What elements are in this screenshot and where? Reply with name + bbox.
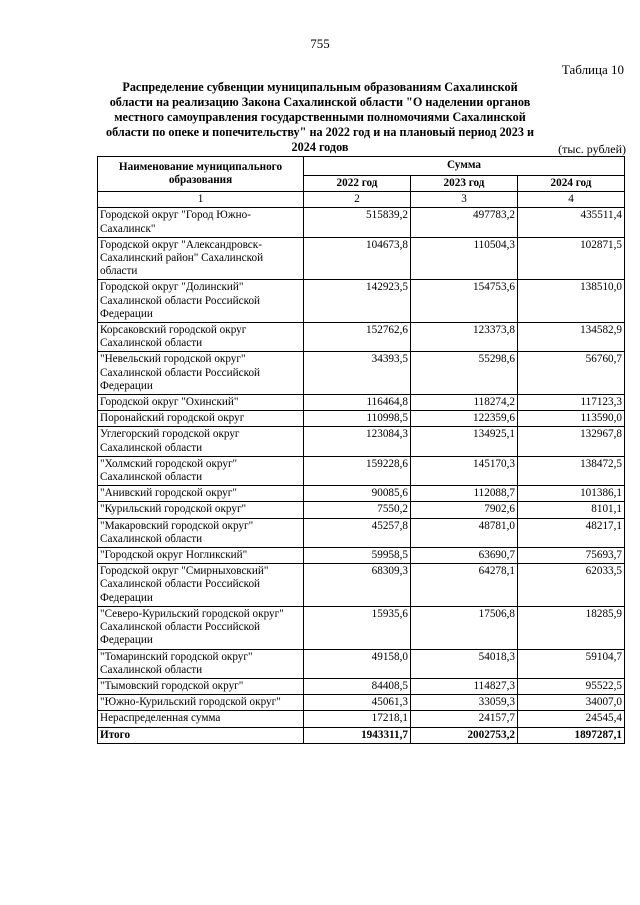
row-municipality-name: "Южно-Курильский городской округ" (98, 695, 304, 711)
header-name: Наименование муниципального образования (98, 157, 304, 192)
table-row (98, 678, 625, 694)
row-value-2023: 17506,8 (411, 606, 518, 649)
row-value-2024: 102871,5 (518, 237, 625, 280)
row-municipality-name: Городской округ "Смирныховский" Сахалинской области Российской Федерации (98, 564, 304, 607)
row-value-2022: 110998,5 (304, 411, 411, 427)
table-row (98, 518, 625, 547)
row-value-2022: 123084,3 (304, 427, 411, 456)
row-value-2024: 435511,4 (518, 208, 625, 237)
table-row (98, 427, 625, 456)
header-index-1: 1 (98, 192, 304, 208)
row-municipality-name: Городской округ "Город Южно-Сахалинск" (98, 208, 304, 237)
row-value-2022: 15935,6 (304, 606, 411, 649)
row-value-2024: 117123,3 (518, 395, 625, 411)
table-row (98, 711, 625, 727)
subvention-table (97, 156, 625, 744)
row-value-2023: 48781,0 (411, 518, 518, 547)
row-value-2022: 152762,6 (304, 323, 411, 352)
row-value-2023: 7902,6 (411, 502, 518, 518)
header-year-2022: 2022 год (304, 176, 411, 192)
row-value-2024: 113590,0 (518, 411, 625, 427)
row-value-2024: 138472,5 (518, 456, 625, 485)
row-value-2023: 497783,2 (411, 208, 518, 237)
page-number: 755 (310, 36, 330, 51)
row-value-2024: 138510,0 (518, 280, 625, 323)
total-row (98, 727, 625, 743)
row-municipality-name: "Анивский городской округ" (98, 486, 304, 502)
row-value-2024: 56760,7 (518, 352, 625, 395)
header-index-2: 2 (304, 192, 411, 208)
table-row (98, 502, 625, 518)
total-label: Итого (98, 727, 304, 743)
row-value-2022: 159228,6 (304, 456, 411, 485)
row-municipality-name: Поронайский городской округ (98, 411, 304, 427)
row-value-2022: 17218,1 (304, 711, 411, 727)
row-municipality-name: "Северо-Курильский городской округ" Сахалинской области Российской Федерации (98, 606, 304, 649)
table-body (98, 208, 625, 727)
row-municipality-name: "Курильский городской округ" (98, 502, 304, 518)
row-municipality-name: "Макаровский городской округ" Сахалинской области (98, 518, 304, 547)
row-value-2023: 145170,3 (411, 456, 518, 485)
row-municipality-name: Углегорский городской округ Сахалинской области (98, 427, 304, 456)
table-row (98, 237, 625, 280)
table-row (98, 208, 625, 237)
row-value-2024: 62033,5 (518, 564, 625, 607)
row-value-2022: 515839,2 (304, 208, 411, 237)
row-value-2024: 8101,1 (518, 502, 625, 518)
row-value-2024: 95522,5 (518, 678, 625, 694)
row-value-2022: 84408,5 (304, 678, 411, 694)
header-index-4: 4 (518, 192, 625, 208)
row-value-2023: 54018,3 (411, 649, 518, 678)
table-row (98, 606, 625, 649)
table-row (98, 280, 625, 323)
row-value-2022: 45061,3 (304, 695, 411, 711)
row-value-2023: 123373,8 (411, 323, 518, 352)
row-value-2024: 75693,7 (518, 548, 625, 564)
document-title: Распределение субвенции муниципальным образованиям Сахалинской области на реализацию Закона Сахалинской области "О наделении органов местного самоуправления государственными полномочиями Сахалинской области по опеке и попечительству" на 2022 год и на плановый период 2023 и 2024 годов (105, 80, 535, 154)
total-2023: 2002753,2 (411, 727, 518, 743)
row-municipality-name: "Холмский городской округ" Сахалинской области (98, 456, 304, 485)
header-year-2024: 2024 год (518, 176, 625, 192)
row-value-2022: 45257,8 (304, 518, 411, 547)
row-value-2023: 154753,6 (411, 280, 518, 323)
row-value-2023: 64278,1 (411, 564, 518, 607)
table-row (98, 411, 625, 427)
row-value-2022: 34393,5 (304, 352, 411, 395)
row-value-2023: 63690,7 (411, 548, 518, 564)
row-value-2024: 48217,1 (518, 518, 625, 547)
table-label: Таблица 10 (561, 62, 624, 77)
row-value-2022: 59958,5 (304, 548, 411, 564)
row-value-2023: 55298,6 (411, 352, 518, 395)
row-value-2024: 101386,1 (518, 486, 625, 502)
row-value-2024: 132967,8 (518, 427, 625, 456)
table-row (98, 395, 625, 411)
row-value-2022: 116464,8 (304, 395, 411, 411)
header-year-2023: 2023 год (411, 176, 518, 192)
row-municipality-name: Городской округ "Александровск-Сахалинский район" Сахалинской области (98, 237, 304, 280)
table-row (98, 486, 625, 502)
row-value-2023: 33059,3 (411, 695, 518, 711)
row-municipality-name: "Тымовский городской округ" (98, 678, 304, 694)
row-municipality-name: Городской округ "Долинский" Сахалинской области Российской Федерации (98, 280, 304, 323)
row-value-2023: 122359,6 (411, 411, 518, 427)
table-row (98, 352, 625, 395)
row-value-2023: 110504,3 (411, 237, 518, 280)
table-row (98, 649, 625, 678)
row-municipality-name: "Городской округ Ногликский" (98, 548, 304, 564)
row-value-2022: 7550,2 (304, 502, 411, 518)
row-value-2022: 90085,6 (304, 486, 411, 502)
total-2022: 1943311,7 (304, 727, 411, 743)
table-row (98, 695, 625, 711)
row-value-2022: 49158,0 (304, 649, 411, 678)
row-value-2023: 24157,7 (411, 711, 518, 727)
row-municipality-name: Корсаковский городской округ Сахалинской области (98, 323, 304, 352)
row-value-2023: 112088,7 (411, 486, 518, 502)
row-municipality-name: "Невельский городской округ" Сахалинской области Российской Федерации (98, 352, 304, 395)
header-index-3: 3 (411, 192, 518, 208)
table-row (98, 548, 625, 564)
row-value-2022: 68309,3 (304, 564, 411, 607)
total-2024: 1897287,1 (518, 727, 625, 743)
row-value-2022: 104673,8 (304, 237, 411, 280)
row-value-2023: 118274,2 (411, 395, 518, 411)
row-value-2024: 134582,9 (518, 323, 625, 352)
row-value-2024: 24545,4 (518, 711, 625, 727)
table-row (98, 564, 625, 607)
row-municipality-name: Городской округ "Охинский" (98, 395, 304, 411)
row-value-2024: 59104,7 (518, 649, 625, 678)
row-value-2024: 34007,0 (518, 695, 625, 711)
units-label: (тыс. рублей) (558, 142, 626, 156)
row-value-2022: 142923,5 (304, 280, 411, 323)
row-municipality-name: Нераспределенная сумма (98, 711, 304, 727)
table-row (98, 456, 625, 485)
header-sum: Сумма (304, 157, 625, 176)
row-value-2023: 134925,1 (411, 427, 518, 456)
table-row (98, 323, 625, 352)
row-municipality-name: "Томаринский городской округ" Сахалинской области (98, 649, 304, 678)
row-value-2023: 114827,3 (411, 678, 518, 694)
row-value-2024: 18285,9 (518, 606, 625, 649)
